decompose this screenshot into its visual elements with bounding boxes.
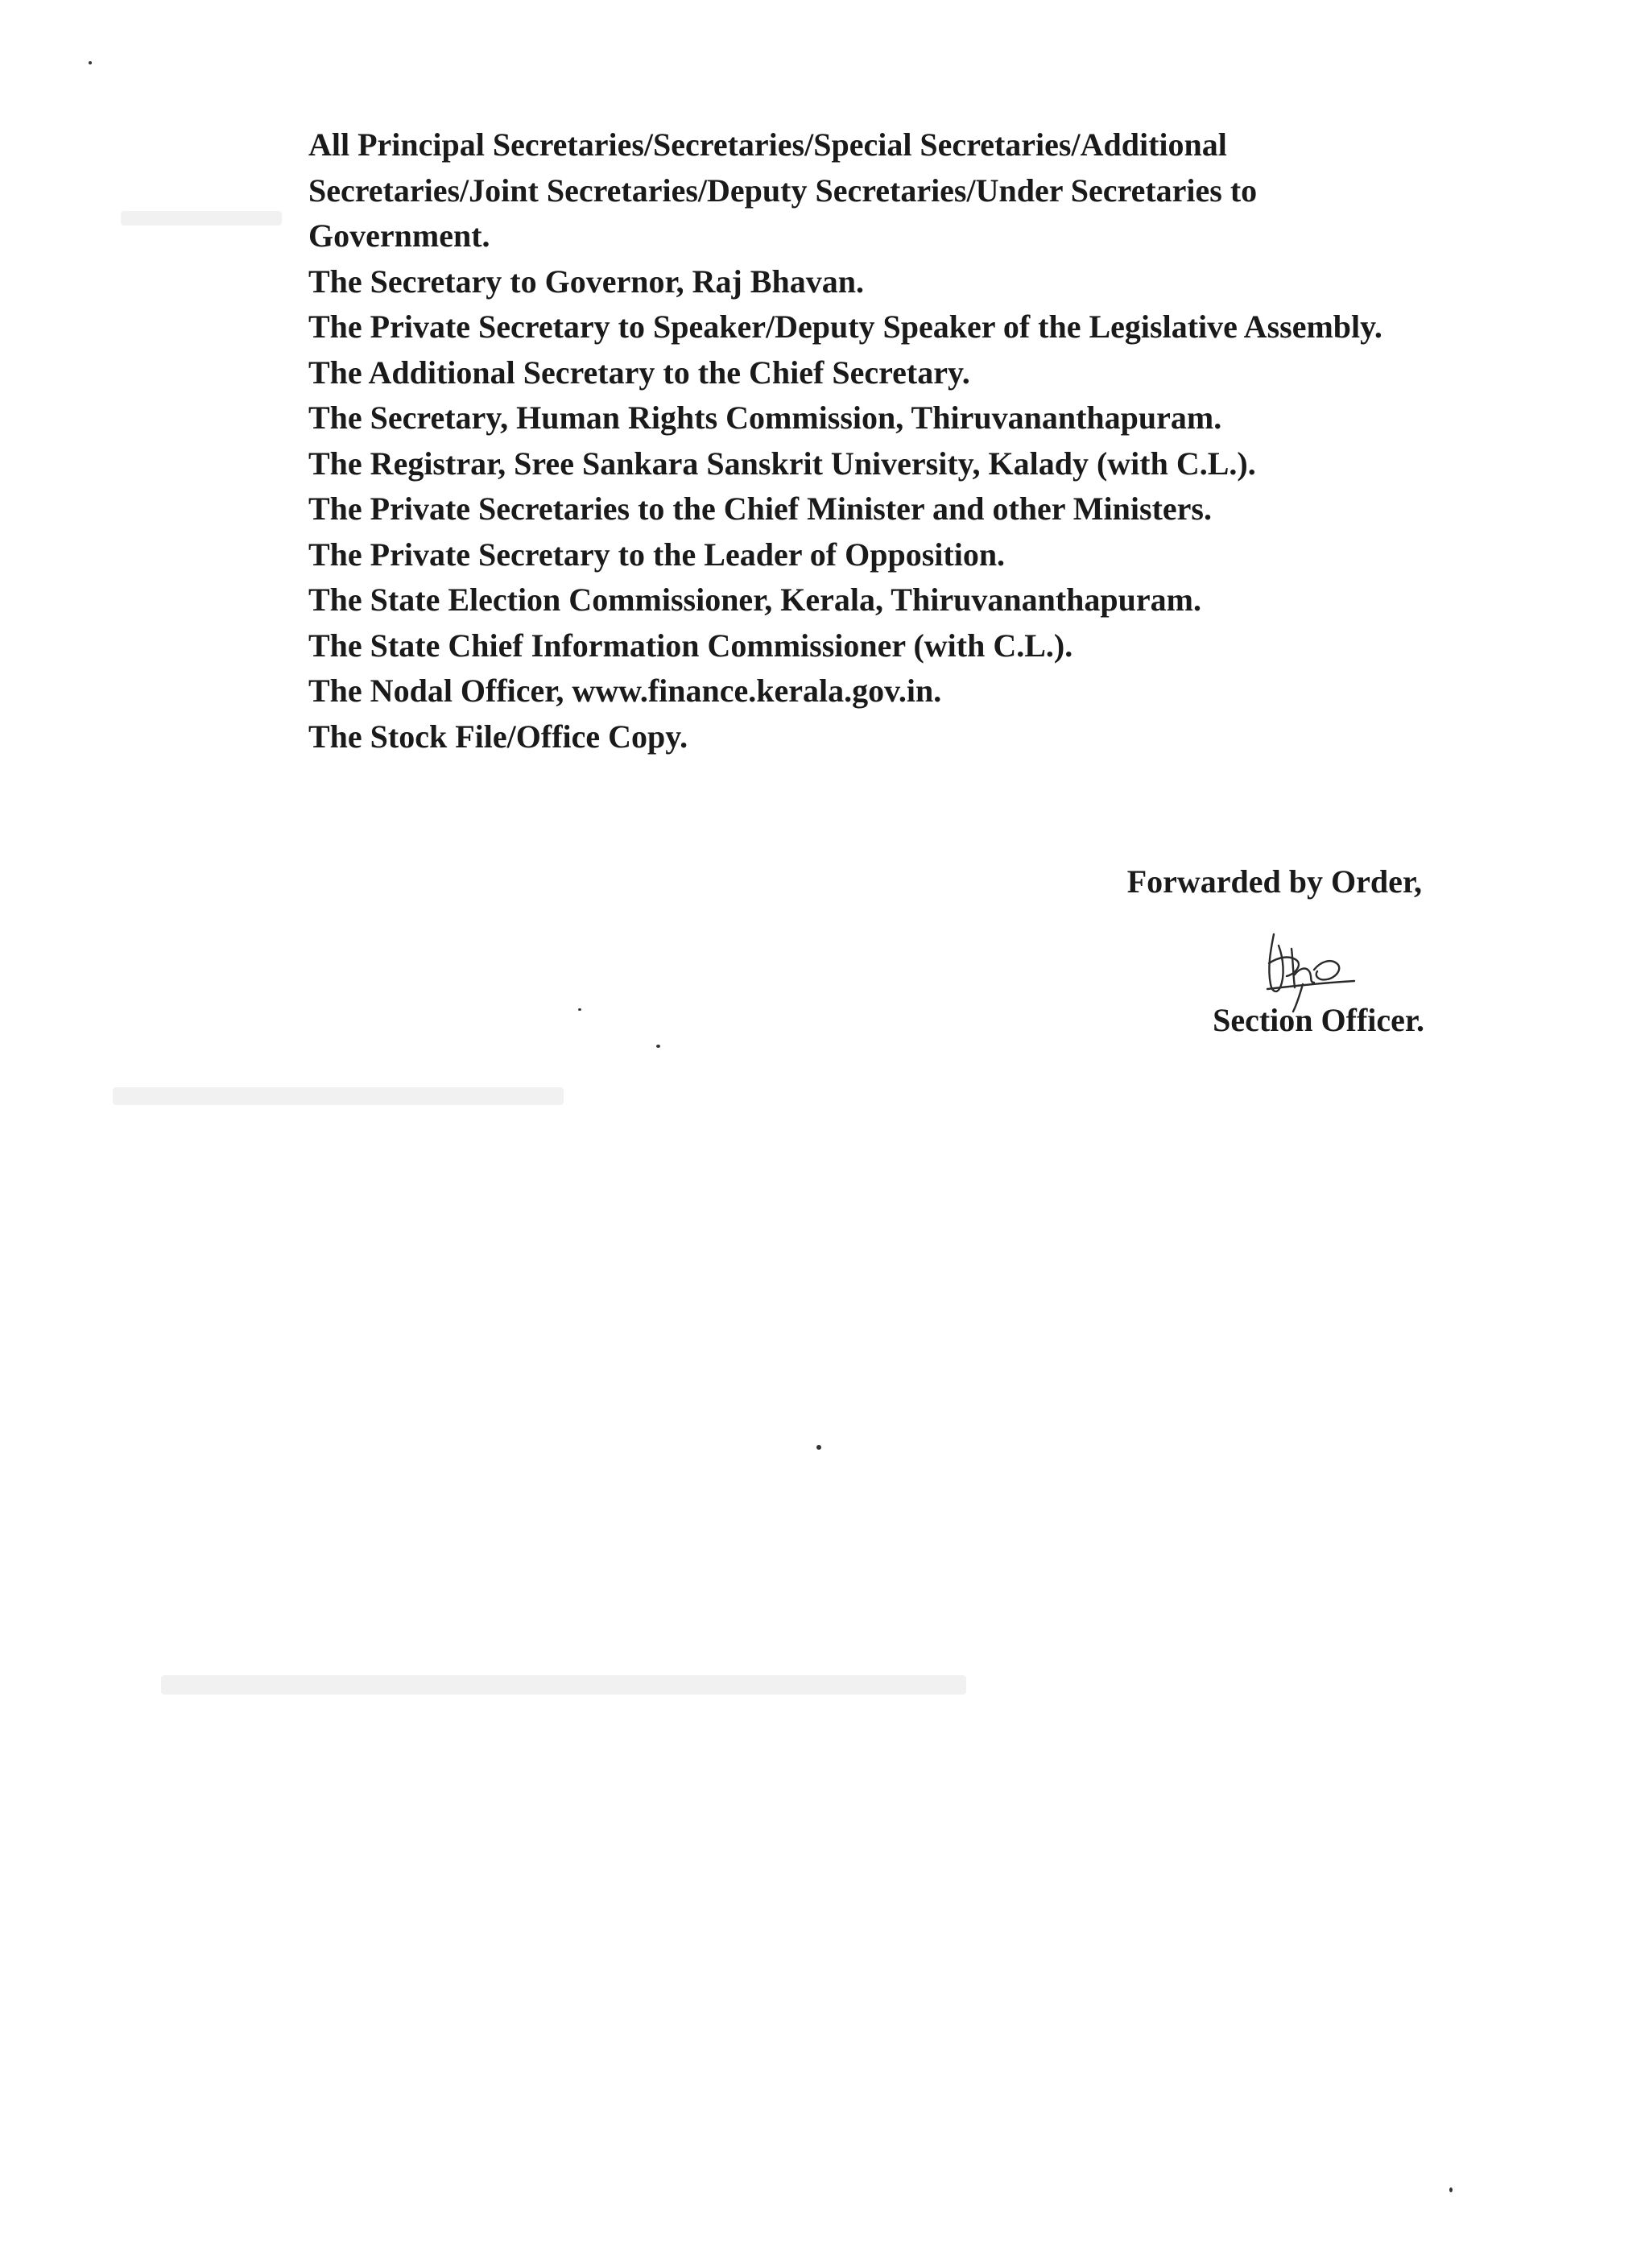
recipient-list bbox=[308, 122, 1411, 759]
recipient-item: The Private Secretary to the Leader of Opposition. bbox=[308, 536, 1006, 573]
scan-speck bbox=[578, 1008, 581, 1011]
recipient-item: The State Chief Information Commissioner (with C.L.). bbox=[308, 627, 1073, 664]
section-officer-designation: Section Officer. bbox=[1213, 1002, 1424, 1038]
recipient-item: The Nodal Officer, www.finance.kerala.gov.in. bbox=[308, 673, 942, 709]
recipient-item: All Principal Secretaries/Secretaries/Special Secretaries/Additional Secretaries/Joint Secretaries/Deputy Secretaries/Under Secretaries to Government. bbox=[308, 126, 1258, 254]
recipient-item: The Stock File/Office Copy. bbox=[308, 718, 688, 755]
forwarded-by-order: Forwarded by Order, bbox=[1126, 863, 1422, 900]
handwritten-signature-icon bbox=[1246, 918, 1367, 1015]
recipient-item: The State Election Commissioner, Kerala, Thiruvananthapuram. bbox=[308, 581, 1201, 618]
recipient-item: The Private Secretaries to the Chief Minister and other Ministers. bbox=[308, 490, 1212, 527]
scan-smudge bbox=[161, 1675, 966, 1695]
scan-speck bbox=[1449, 2187, 1453, 2192]
scan-speck bbox=[89, 61, 92, 64]
recipient-item: The Registrar, Sree Sankara Sanskrit University, Kalady (with C.L.). bbox=[308, 445, 1256, 482]
recipient-item: The Additional Secretary to the Chief Secretary. bbox=[308, 354, 970, 391]
recipient-item: The Private Secretary to Speaker/Deputy Speaker of the Legislative Assembly. bbox=[308, 308, 1382, 345]
scan-smudge bbox=[121, 211, 282, 226]
recipient-item: The Secretary, Human Rights Commission, Thiruvananthapuram. bbox=[308, 399, 1222, 436]
recipient-item: The Secretary to Governor, Raj Bhavan. bbox=[308, 263, 864, 300]
scan-smudge bbox=[113, 1087, 564, 1105]
scan-speck bbox=[816, 1445, 821, 1450]
scan-speck bbox=[656, 1045, 660, 1048]
